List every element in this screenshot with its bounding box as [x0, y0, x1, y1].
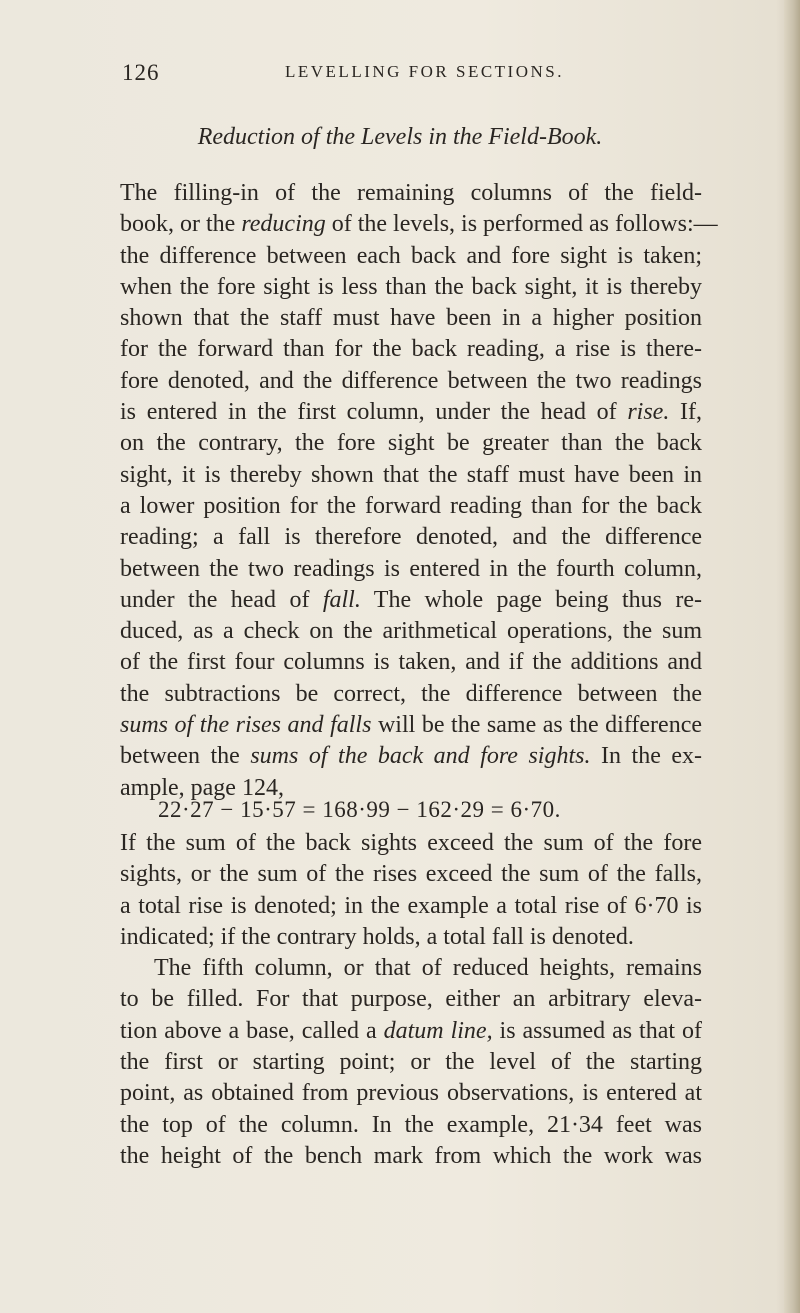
running-head: LEVELLING FOR SECTIONS.: [285, 62, 564, 81]
text-line: [120, 554, 702, 585]
text-segment: If,: [669, 399, 702, 426]
text-segment: shown that the staff must have been in a higher position: [120, 305, 702, 332]
text-segment: of the first four columns is taken, and if the additions and: [120, 649, 702, 676]
text-segment: The whole page being thus re-: [360, 586, 702, 613]
text-segment: indicated; if the contrary holds, a total fall is denoted.: [120, 923, 634, 950]
text-segment: The fifth column, or that of reduced heights, remains: [154, 955, 702, 982]
text-line: [120, 428, 702, 459]
text-line: [120, 303, 702, 334]
text-segment: of the levels, is performed as follows:—: [325, 211, 718, 238]
section-heading: Reduction of the Levels in the Field-Book.: [197, 124, 603, 150]
text-segment: sights, or the sum of the rises exceed the sum of the falls,: [120, 861, 702, 888]
italic-text: sums of the back and fore sights.: [250, 743, 591, 770]
text-segment: to be filled. For that purpose, either an arbitrary eleva-: [120, 986, 702, 1013]
text-segment: the difference between each back and fore sight is taken;: [120, 242, 702, 269]
text-line: [120, 460, 702, 491]
text-segment: ample, page 124,: [120, 774, 284, 801]
text-segment: In the ex-: [590, 743, 702, 770]
text-segment: is entered in the first column, under the head of: [120, 399, 628, 426]
text-segment: duced, as a check on the arithmetical operations, the sum: [120, 618, 702, 645]
italic-text: reducing: [241, 211, 326, 238]
text-segment: between the: [120, 743, 251, 770]
text-line: [120, 1110, 702, 1141]
text-line: [120, 859, 702, 890]
text-line: [120, 1047, 702, 1078]
text-segment: a lower position for the forward reading than for the back: [120, 492, 702, 519]
text-line: [120, 828, 702, 859]
text-segment: If the sum of the back sights exceed the sum of the fore: [120, 829, 702, 856]
text-segment: fore denoted, and the difference between the two readings: [120, 367, 702, 394]
italic-text: rise.: [627, 399, 670, 426]
text-line: [120, 491, 702, 522]
text-line: [120, 585, 702, 616]
text-segment: is assumed as that of: [492, 1017, 702, 1044]
italic-text: fall.: [322, 586, 361, 613]
text-segment: the subtractions be correct, the difference between the: [120, 680, 702, 707]
text-line: [120, 891, 702, 922]
text-line: [120, 647, 702, 678]
text-segment: the height of the bench mark from which the work was: [120, 1142, 702, 1169]
text-segment: The filling-in of the remaining columns of the field-: [120, 180, 702, 206]
text-line: [120, 741, 702, 772]
text-segment: when the fore sight is less than the back sight, it is thereby: [120, 273, 702, 300]
text-line: [120, 953, 702, 984]
italic-text: sums of the rises and falls: [120, 712, 372, 739]
text-segment: the first or starting point; or the level of the starting: [120, 1049, 702, 1076]
text-line: [120, 1078, 702, 1109]
text-line: [120, 710, 702, 741]
text-line: [120, 1141, 702, 1172]
text-segment: tion above a base, called a: [120, 1017, 384, 1044]
text-line: [120, 1016, 702, 1047]
page-header: [0, 60, 800, 100]
body-text: [120, 178, 718, 1172]
text-segment: on the contrary, the fore sight be greater than the back: [120, 430, 702, 457]
text-segment: will be the same as the difference: [371, 712, 702, 739]
text-segment: the top of the column. In the example, 21·34 feet was: [120, 1111, 702, 1138]
page-edge: [784, 0, 800, 1313]
text-line: [120, 679, 702, 710]
text-line: [120, 922, 702, 953]
text-line: [120, 334, 702, 365]
page-number: 126: [122, 60, 160, 85]
text-line: [120, 366, 702, 397]
text-segment: book, or the: [120, 211, 242, 238]
text-segment: a total rise is denoted; in the example a total rise of 6·70 is: [120, 892, 702, 919]
italic-text: datum line,: [383, 1017, 493, 1044]
text-line: [120, 397, 702, 428]
text-line: [120, 522, 702, 553]
text-segment: for the forward than for the back reading, a rise is there-: [120, 336, 702, 363]
text-segment: sight, it is thereby shown that the staff must have been in: [120, 461, 702, 488]
equation: 22·27 − 15·57 = 168·99 − 162·29 = 6·70.: [158, 796, 561, 822]
text-line: [120, 178, 702, 209]
text-line: [120, 209, 718, 240]
text-line: [120, 616, 702, 647]
text-segment: under the head of: [120, 586, 323, 613]
text-line: [120, 241, 702, 272]
text-segment: reading; a fall is therefore denoted, and the difference: [120, 524, 702, 551]
text-line: [120, 984, 702, 1015]
text-segment: point, as obtained from previous observations, is entered at: [120, 1080, 702, 1107]
text-line: [120, 272, 702, 303]
text-segment: between the two readings is entered in the fourth column,: [120, 555, 702, 582]
